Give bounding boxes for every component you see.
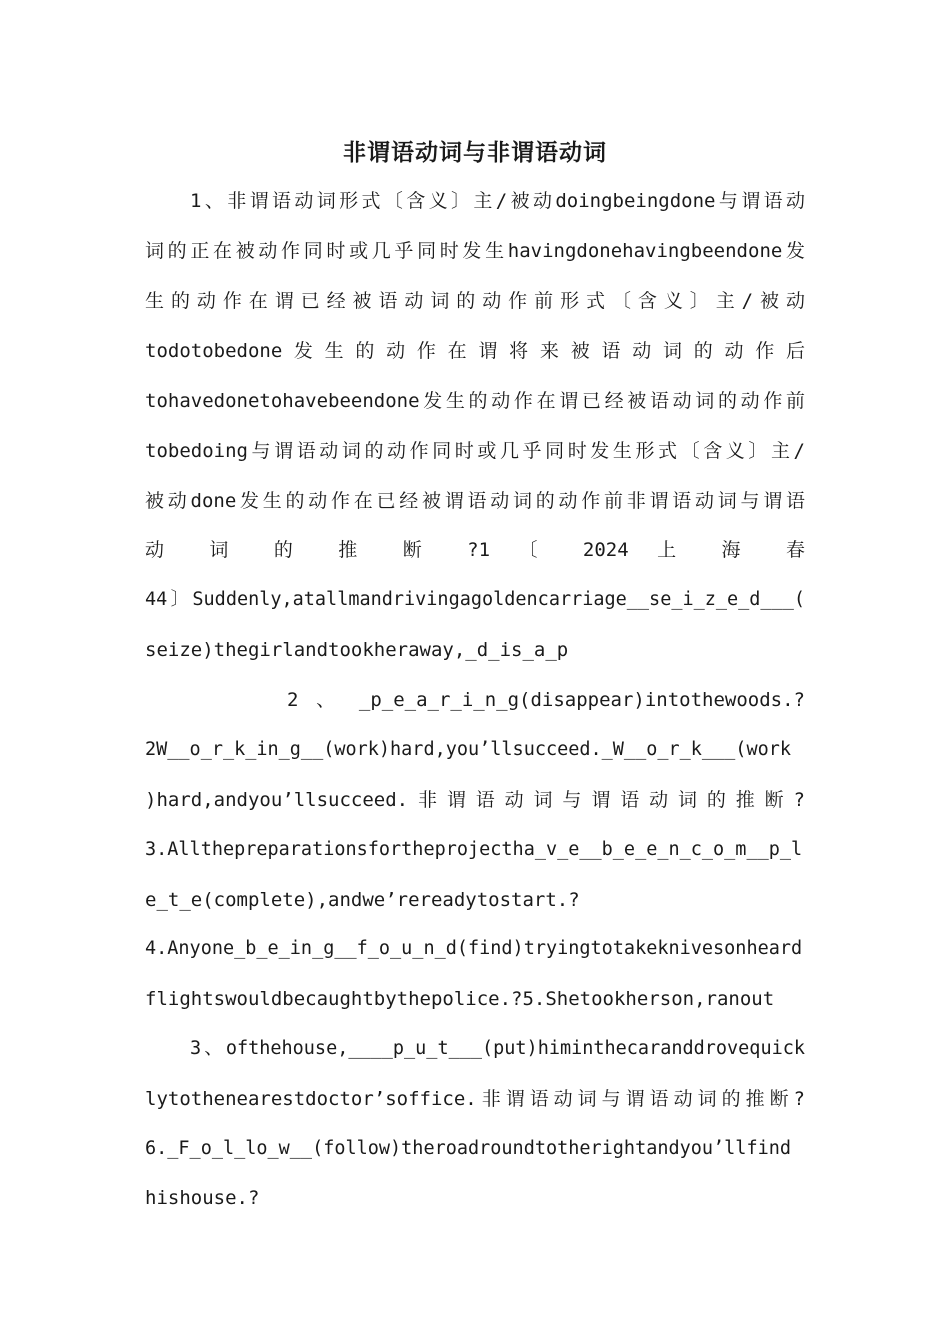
text-line-9: 44〕Suddenly,atallmandrivingagoldencarriage__se_i_z_e_d___( xyxy=(145,589,805,610)
text-line-3: 生的动作在谓已经被语动词的动作前形式〔含义〕主/被动 xyxy=(145,290,805,312)
text-line-1: 1、非谓语动词形式〔含义〕主/被动doingbeingdone与谓语动 xyxy=(190,190,805,212)
text-line-18: 3、ofthehouse,____p_u_t___(put)himinthecaranddrovequick xyxy=(190,1038,805,1059)
text-line-21: hishouse.? xyxy=(145,1187,260,1209)
text-line-13: )hard,andyou’llsucceed.非谓语动词与谓语动词的推断? xyxy=(145,789,805,811)
page-title: 非谓语动词与非谓语动词 xyxy=(343,140,607,166)
text-line-11: 2 、 _p_e_a_r_i_n_g(disappear)intothewoods.? xyxy=(287,689,805,711)
text-line-17: flightswouldbecaughtbythepolice.?5.Shetookherson,ranout xyxy=(145,988,775,1010)
text-line-16: 4.Anyone_b_e_in_g__f_o_u_n_d(find)tryingtotakeknivesonheard xyxy=(145,938,803,959)
text-line-10: seize)thegirlandtookheraway,_d_is_a_p xyxy=(145,639,569,661)
text-line-8: 动 词 的 推 断 ?1 〔 2024 上 海 春 xyxy=(145,539,805,561)
text-line-6: tobedoing与谓语动词的动作同时或几乎同时发生形式〔含义〕主/ xyxy=(145,440,805,462)
text-line-19: lytothenearestdoctor’soffice.非谓语动词与谓语动词的推断? xyxy=(145,1088,805,1110)
text-line-20: 6._F_o_l_lo_w__(follow)theroadroundtotherightandyou’llfind xyxy=(145,1138,792,1159)
text-line-4: todotobedone 发 生 的 动 作 在 谓 将 来 被 语 动 词 的 动 作 后 xyxy=(145,340,805,362)
text-line-5: tohavedonetohavebeendone发生的动作在谓已经被语动词的动作前 xyxy=(145,390,805,412)
text-line-14: 3.Allthepreparationsfortheprojectha_v_e__b_e_e_n_c_o_m__p_l xyxy=(145,839,803,860)
text-line-2: 词的正在被动作同时或几乎同时发生havingdonehavingbeendone发 xyxy=(145,240,805,262)
text-line-12: 2W__o_r_k_in_g__(work)hard,you’llsucceed._W__o_r_k___(work xyxy=(145,739,792,760)
text-line-15: e_t_e(complete),andwe’rereadytostart.? xyxy=(145,889,580,911)
text-line-7: 被动done发生的动作在已经被谓语动词的动作前非谓语动词与谓语 xyxy=(145,490,805,512)
